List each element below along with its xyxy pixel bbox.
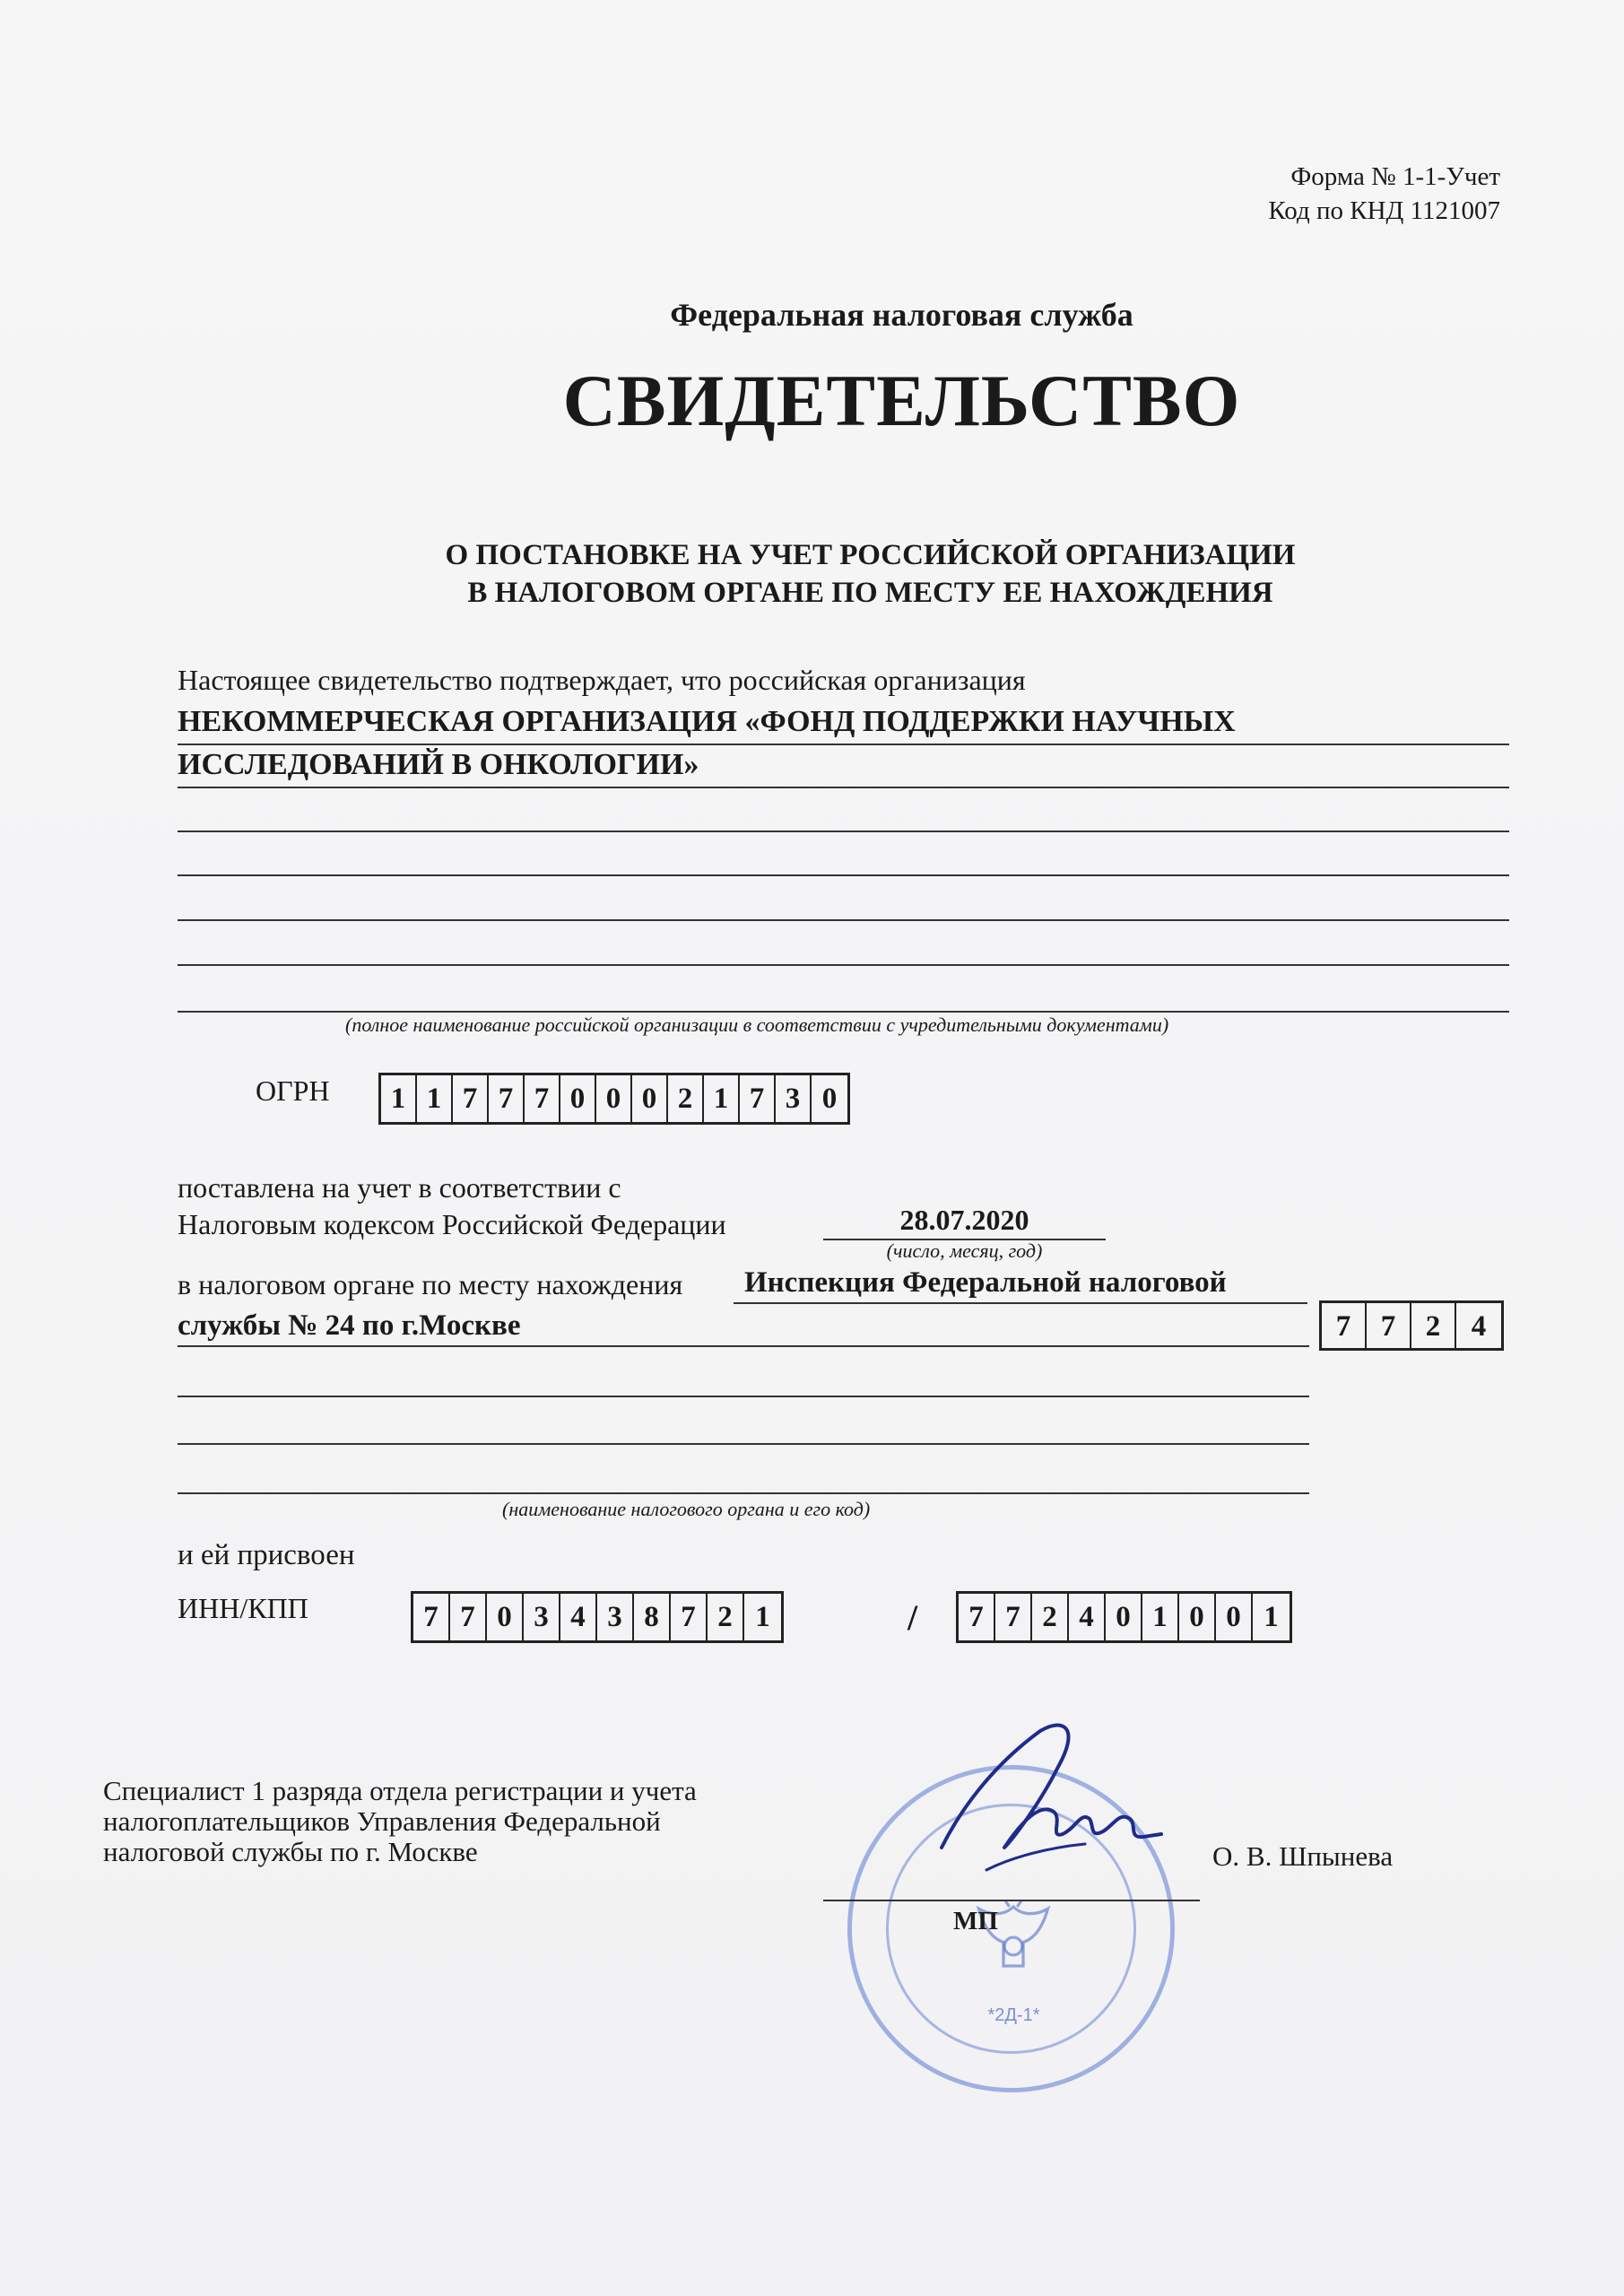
rule [178, 1011, 1509, 1013]
digit-cell: 2 [1032, 1594, 1069, 1640]
ogrn-digits [378, 1073, 850, 1125]
tax-authority-code [1319, 1300, 1504, 1351]
signatory-position: Специалист 1 разряда отдела регистрации и учета налогоплательщиков Управления Федеральной налоговой службы по г. Москве [103, 1775, 697, 1867]
digit-cell: 1 [417, 1075, 453, 1122]
digit-cell: 0 [1216, 1594, 1253, 1640]
inn-kpp-separator: / [908, 1597, 918, 1638]
rule [178, 787, 1509, 788]
organization-name-line1: НЕКОММЕРЧЕСКАЯ ОРГАНИЗАЦИЯ «ФОНД ПОДДЕРЖКИ НАУЧНЫХ [178, 705, 1236, 738]
eagle-emblem-icon [964, 1887, 1063, 1986]
rule [178, 831, 1509, 832]
inn-kpp-label: ИНН/КПП [178, 1592, 308, 1624]
digit-cell: 1 [1264, 1600, 1279, 1633]
signature-line [823, 1900, 1200, 1901]
digit-cell: 0 [1106, 1594, 1142, 1640]
kpp-digits [956, 1591, 1292, 1643]
inn-digits [411, 1591, 784, 1643]
digit-cell: 7 [413, 1594, 450, 1640]
ogrn-label: ОГРН [256, 1074, 330, 1107]
digit-cell: 8 [634, 1594, 671, 1640]
rule [178, 1492, 1309, 1494]
agency-name: Федеральная налоговая служба [670, 297, 1133, 333]
tax-authority-label: в налоговом органе по месту нахождения [178, 1268, 683, 1300]
digit-cell: 4 [560, 1594, 597, 1640]
stamp-code: *2Д-1* [987, 2005, 1040, 2025]
digit-cell: 4 [1069, 1594, 1106, 1640]
digit-cell: 0 [632, 1075, 668, 1122]
digit-cell: 7 [995, 1594, 1032, 1640]
digit-cell: 4 [1471, 1309, 1487, 1343]
organization-name-line2: ИССЛЕДОВАНИЙ В ОНКОЛОГИИ» [178, 748, 699, 781]
seal-label: МП [953, 1907, 998, 1935]
date-caption: (число, месяц, год) [886, 1239, 1043, 1262]
form-header [1268, 160, 1500, 228]
digit-cell: 3 [597, 1594, 634, 1640]
document-subtitle: О ПОСТАНОВКЕ НА УЧЕТ РОССИЙСКОЙ ОРГАНИЗАЦИИ В НАЛОГОВОМ ОРГАНЕ ПО МЕСТУ ЕЕ НАХОЖДЕНИЯ [445, 539, 1296, 609]
rule [178, 964, 1509, 966]
digit-cell: 7 [1367, 1303, 1411, 1350]
digit-cell: 0 [1179, 1594, 1216, 1640]
digit-cell: 7 [959, 1594, 995, 1640]
registration-line2: Налоговым кодексом Российской Федерации [178, 1208, 726, 1240]
digit-cell: 2 [668, 1075, 704, 1122]
rule [178, 874, 1509, 876]
digit-cell: 0 [821, 1082, 838, 1115]
digit-cell: 1 [1142, 1594, 1179, 1640]
digit-cell: 7 [450, 1594, 487, 1640]
rule [178, 744, 1509, 745]
digit-cell: 7 [740, 1075, 776, 1122]
digit-cell: 3 [524, 1594, 560, 1640]
digit-cell: 7 [453, 1075, 489, 1122]
organization-caption: (полное наименование российской организации в соответствии с учредительными документами) [345, 1013, 1169, 1036]
rule [178, 1345, 1309, 1347]
digit-cell: 7 [671, 1594, 708, 1640]
tax-authority-name-line1: Инспекция Федеральной налоговой [744, 1266, 1227, 1299]
handwritten-signature [906, 1713, 1175, 1901]
registration-line1: поставлена на учет в соответствии с [178, 1171, 621, 1204]
signatory-name: О. В. Шпынева [1212, 1840, 1394, 1872]
digit-cell: 7 [489, 1075, 525, 1122]
rule [734, 1302, 1307, 1304]
digit-cell: 7 [525, 1075, 560, 1122]
digit-cell: 7 [1322, 1303, 1367, 1350]
digit-cell: 3 [776, 1075, 812, 1122]
assigned-label: и ей присвоен [178, 1539, 355, 1571]
rule [178, 1443, 1309, 1445]
tax-authority-caption: (наименование налогового органа и его код) [502, 1498, 871, 1520]
tax-authority-name-line2: службы № 24 по г.Москве [178, 1309, 521, 1342]
rule [178, 919, 1509, 921]
digit-cell: 1 [381, 1075, 417, 1122]
digit-cell: 0 [487, 1594, 524, 1640]
digit-cell: 2 [708, 1594, 744, 1640]
digit-cell: 0 [560, 1075, 596, 1122]
knd-code: Код по КНД 1121007 [1268, 196, 1500, 225]
digit-cell: 1 [704, 1075, 740, 1122]
digit-cell: 1 [755, 1600, 770, 1633]
form-number: Форма № 1-1-Учет [1290, 162, 1500, 191]
rule [178, 1396, 1309, 1397]
registration-date: 28.07.2020 [899, 1204, 1029, 1236]
digit-cell: 2 [1411, 1303, 1456, 1350]
organization-intro: Настоящее свидетельство подтверждает, что российская организация [178, 664, 1026, 696]
digit-cell: 0 [596, 1075, 632, 1122]
document-title: СВИДЕТЕЛЬСТВО [562, 360, 1241, 441]
